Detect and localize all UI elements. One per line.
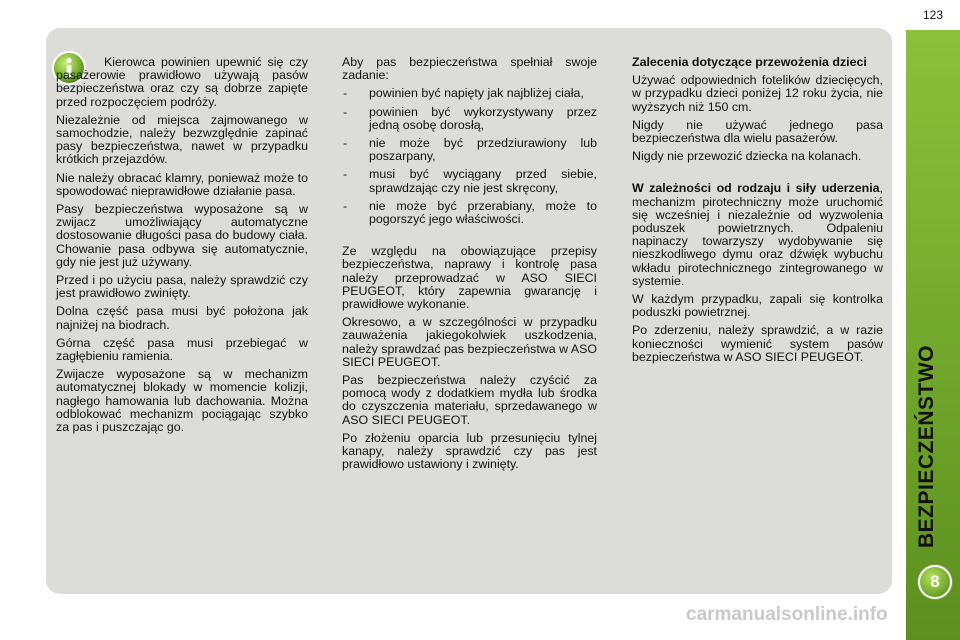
list-item: - powinien być wykorzystywany przez jedną osobę dorosłą,: [342, 106, 597, 132]
paragraph: Po złożeniu oparcia lub przesunięciu tylnej kanapy, należy sprawdzić czy pas jest prawidłowo ustawiony i zwinięty.: [342, 430, 597, 472]
list-item: - musi być wyciągany przed siebie, sprawdzając czy nie jest skręcony,: [342, 168, 597, 194]
section-title: BEZPIECZEŃSTWO: [915, 344, 938, 548]
paragraph: Kierowca powinien upewnić się czy pasażerowie prawidłowo używają pasów bezpieczeństwa oraz czy są dobrze zapięte przed rozpoczęciem podróży.: [56, 55, 308, 109]
paragraph: Nigdy nie używać jednego pasa bezpieczeństwa dla wielu pasażerów.: [632, 117, 883, 146]
paragraph: Górna część pasa musi przebiegać w zagłębieniu ramienia.: [56, 335, 308, 364]
paragraph: [632, 182, 883, 288]
column-2: [342, 56, 597, 476]
paragraph-rest: , mechanizm pirotechniczny może uruchomić się wcześniej i niezależnie od wyzwolenia poduszek powietrznych. Odpaleniu napinaczy towarzyszy wydobywanie się nieszkodliwego dymu oraz dźwięk wybuchu wkładu pirotechnicznego zintegrowanego w systemie.: [632, 181, 883, 288]
paragraph: Po zderzeniu, należy sprawdzić, a w razie konieczności wymienić system pasów bezpieczeństwa w ASO SIECI PEUGEOT.: [632, 323, 883, 364]
section-heading: Zalecenia dotyczące przewożenia dzieci: [632, 55, 867, 69]
paragraph: W każdym przypadku, zapali się kontrolka poduszki powietrznej.: [632, 292, 883, 320]
list-item: - nie może być przedziurawiony lub poszarpany,: [342, 137, 597, 163]
list-item: - nie może być przerabiany, może to pogorszyć jego właściwości.: [342, 200, 597, 226]
chapter-badge: 8: [918, 565, 952, 599]
paragraph: Dolna część pasa musi być położona jak najniżej na biodrach.: [56, 304, 308, 332]
paragraph: Przed i po użyciu pasa, należy sprawdzić czy jest prawidłowo zwinięty.: [56, 273, 308, 301]
list-intro: Aby pas bezpieczeństwa spełniał swoje zadanie:: [342, 55, 597, 83]
paragraph: Pasy bezpieczeństwa wyposażone są w zwijacz umożliwiający automatyczne dostosowanie długości pasa do budowy ciała. Chowanie pasa odbywa się automatycznie, gdy nie jest już używany.: [56, 202, 308, 269]
paragraph: Nigdy nie przewozić dziecka na kolanach.: [632, 149, 862, 164]
requirements-list: [342, 87, 597, 226]
column-3: [632, 56, 883, 369]
paragraph: Pas bezpieczeństwa należy czyścić za pomocą wody z dodatkiem mydła lub środka do czyszczenia materiału, sprzedawanego w ASO SIECI PEUGEOT.: [342, 373, 597, 427]
paragraph: Ze względu na obowiązujące przepisy bezpieczeństwa, naprawy i kontrolę pasa należy przeprowadzać w ASO SIECI PEUGEOT, który zapewnia gwarancję i prawidłowe wykonanie.: [342, 244, 597, 312]
page-number: 123: [922, 8, 944, 22]
list-item: - powinien być napięty jak najbliżej ciała,: [342, 87, 597, 100]
watermark: carmanualsonline.info: [686, 604, 888, 625]
paragraph: Okresowo, a w szczególności w przypadku zauważenia jakiegokolwiek uszkodzenia, należy sprawdzać pas bezpieczeństwa w ASO SIECI PEUGEOT.: [342, 315, 597, 369]
paragraph-lead: W zależności od rodzaju i siły uderzenia: [632, 181, 880, 196]
column-1: [56, 56, 308, 439]
paragraph: Używać odpowiednich fotelików dziecięcych, w przypadku dzieci poniżej 12 roku życia, nie wyższych niż 150 cm.: [632, 73, 883, 114]
paragraph: Nie należy obracać klamry, ponieważ może to spowodować nieprawidłowe działanie pasa.: [56, 170, 308, 198]
paragraph: Niezależnie od miejsca zajmowanego w samochodzie, należy bezwzględnie zapinać pasy bezpieczeństwa, nawet w przypadku krótkich przejazdów.: [56, 112, 308, 167]
paragraph: Zwijacze wyposażone są w mechanizm automatycznej blokady w momencie kolizji, nagłego hamowania lub dachowania. Można odblokować mechanizm pociągając szybko za pas i puszczając go.: [56, 367, 308, 435]
